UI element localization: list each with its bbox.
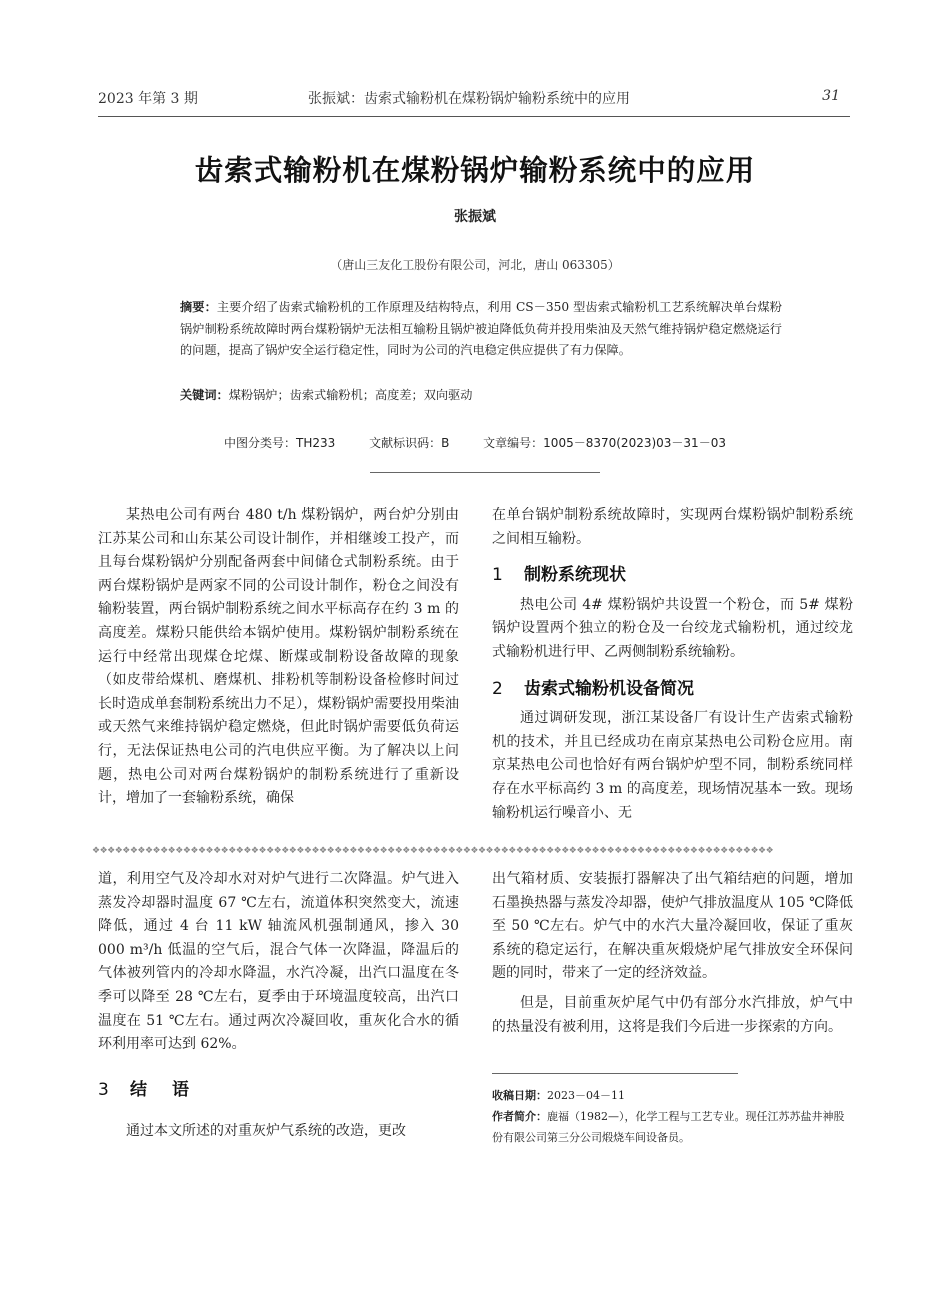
received-label: 收稿日期： [492,1089,547,1102]
lower-right-column [492,868,853,1039]
classification-line [0,434,950,451]
title-block-rule [370,472,600,473]
author-affiliation: （唐山三友化工股份有限公司，河北，唐山 063305） [330,258,620,272]
keywords-label: 关键词： [180,388,229,402]
section-number: 1 [492,565,503,586]
abstract [180,297,782,362]
document-code: 文献标识码：B [369,436,450,450]
bio-label: 作者简介： [492,1110,547,1123]
footnote-rule [492,1073,738,1074]
article-divider: ❖❖❖❖❖❖❖❖❖❖❖❖❖❖❖❖❖❖❖❖❖❖❖❖❖❖❖❖❖❖❖❖❖❖❖❖❖❖❖❖❖❖❖❖❖❖❖❖❖❖❖❖❖❖❖❖❖❖❖❖❖❖❖❖❖❖❖❖❖❖❖❖❖❖❖❖❖❖❖❖❖❖❖❖❖❖❖❖❖❖ [92,846,774,856]
header-rule [98,116,850,117]
body-paragraph: 某热电公司有两台 480 t/h 煤粉锅炉，两台炉分别由江苏某公司和山东某公司设计制作，并相继竣工投产，而且每台煤粉锅炉分别配备两套中间储仓式制粉系统。由于两台煤粉锅炉是两家不同的公司设计制作，粉仓之间没有输粉装置，两台锅炉制粉系统之间水平标高存在约 3 m 的高度差。煤粉只能供给本锅炉使用。煤粉锅炉制粉系统在运行中经常出现煤仓坨煤、断煤或制粉设备故障的现象（如皮带给煤机、磨煤机、排粉机等制粉设备检修时间过长时造成单套制粉系统出力不足），煤粉锅炉需要投用柴油或天然气来维持锅炉稳定燃烧，但此时锅炉需要低负荷运行，无法保证热电公司的汽电供应平衡。为了解决以上问题，热电公司对两台煤粉锅炉的制粉系统进行了重新设计，增加了一套输粉系统，确保 [98,507,459,807]
running-title: 张振斌：齿索式输粉机在煤粉锅炉输粉系统中的应用 [308,91,630,107]
abstract-text: 主要介绍了齿索式输粉机的工作原理及结构特点，利用 CS－350 型齿索式输粉机工艺系统解决单台煤粉锅炉制粉系统故障时两台煤粉锅炉无法相互输粉且锅炉被迫降低负荷并投用柴油及天然气维持锅炉稳定燃烧运行的问题，提高了锅炉安全运行稳定性，同时为公司的汽电稳定供应提供了有力保障。 [180,300,782,357]
keywords [180,386,782,403]
body-paragraph: 但是，目前重灰炉尾气中仍有部分水汽排放，炉气中的热量没有被利用，这将是我们今后进一步探索的方向。 [492,994,853,1035]
section-title: 结 语 [130,1079,193,1100]
upper-left-column [98,504,459,811]
body-paragraph: 出气箱材质、安装振打器解决了出气箱结疤的问题，增加石墨换热器与蒸发冷却器，使炉气排放温度从 105 ℃降低至 50 ℃左右。炉气中的水汽大量冷凝回收，保证了重灰系统的稳定运行，在解决重灰煅烧炉尾气排放安全环保问题的同时，带来了一定的经济效益。 [492,871,853,982]
body-paragraph: 道，利用空气及冷却水对对炉气进行二次降温。炉气进入蒸发冷却器时温度 67 ℃左右，流道体积突然变大，流速降低，通过 4 台 11 kW 轴流风机强制通风，掺入 30 000 m³/h 低温的空气后，混合气体一次降温，降温后的气体被列管内的冷却水降温，水汽冷凝，出汽口温度在冬季可以降至 28 ℃左右，夏季由于环境温度较高，出汽口温度在 51 ℃左右。通过两次冷凝回收，重灰化合水的循环利用率可达到 62%。 [98,871,459,1053]
lower-left-column [98,868,459,1144]
section-heading-2 [492,678,853,702]
received-date [492,1085,854,1106]
received-value: 2023－04－11 [547,1089,625,1102]
section-title: 齿索式输粉机设备简况 [524,678,694,699]
section-heading-3 [98,1079,459,1103]
upper-right-column [492,504,853,825]
article-title: 齿索式输粉机在煤粉锅炉输粉系统中的应用 [194,154,756,187]
section-number: 2 [492,678,503,699]
article-number: 文章编号：1005－8370(2023)03－31－03 [483,436,726,450]
journal-issue: 2023 年第 3 期 [98,91,198,107]
bio-text: 鹿福（1982—），化学工程与工艺专业。现任江苏苏盐井神股份有限公司第三分公司煅烧车间设备员。 [492,1110,845,1144]
author-bio [492,1106,854,1148]
section-number: 3 [98,1079,109,1100]
body-paragraph: 热电公司 4# 煤粉锅炉共设置一个粉仓，而 5# 煤粉锅炉设置两个独立的粉仓及一台绞龙式输粉机，通过绞龙式输粉机进行甲、乙两侧制粉系统输粉。 [492,596,853,660]
running-header [98,88,840,110]
body-paragraph: 在单台锅炉制粉系统故障时，实现两台煤粉锅炉制粉系统之间相互输粉。 [492,507,853,547]
article-author: 张振斌 [454,209,496,225]
body-paragraph: 通过调研发现，浙江某设备厂有设计生产齿索式输粉机的技术，并且已经成功在南京某热电公司粉仓应用。南京某热电公司也恰好有两台锅炉炉型不同，制粉系统同样存在水平标高约 3 m 的高度差，现场情况基本一致。现场输粉机运行噪音小、无 [492,710,853,821]
section-title: 制粉系统现状 [524,565,626,586]
keywords-text: 煤粉锅炉；齿索式输粉机；高度差；双向驱动 [228,388,473,402]
classification-number: 中图分类号：TH233 [224,436,336,450]
abstract-label: 摘要： [180,300,217,314]
section-heading-1 [492,564,853,588]
page-number: 31 [822,88,840,104]
body-paragraph: 通过本文所述的对重灰炉气系统的改造，更改 [126,1123,406,1140]
